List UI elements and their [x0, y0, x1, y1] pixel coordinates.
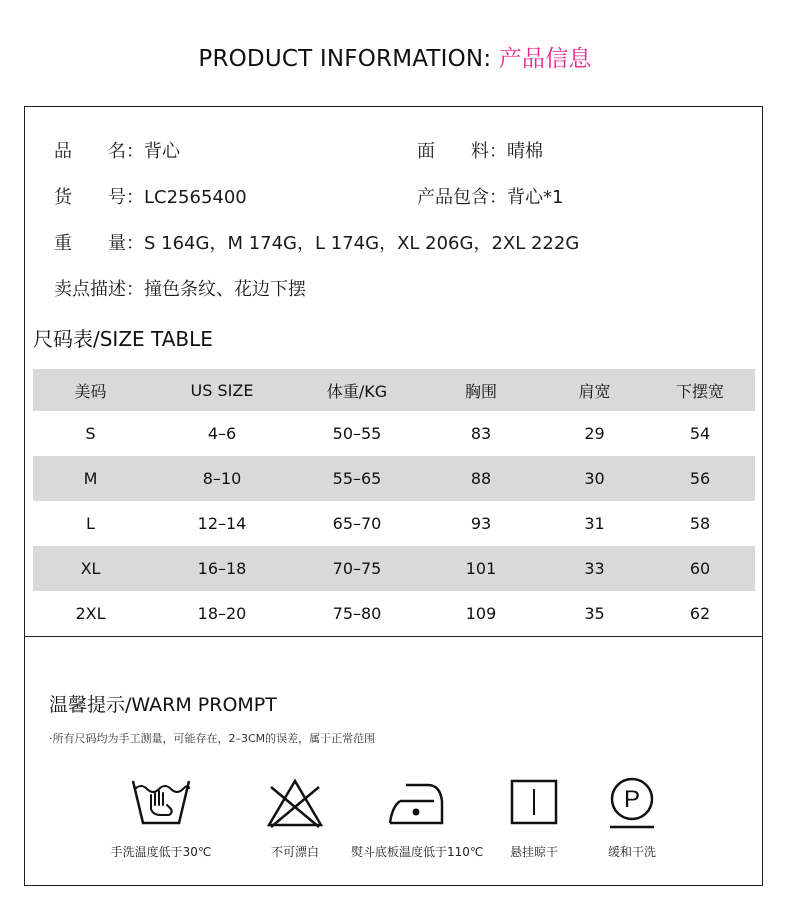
size-table-header: US SIZE: [190, 380, 254, 400]
table-cell: 83: [470, 424, 492, 443]
table-cell: 109: [465, 604, 497, 623]
no-bleach-icon: [263, 775, 327, 831]
info-feature-value: 撞色条纹、花边下摆: [144, 279, 306, 300]
dry-clean-icon: [600, 775, 664, 831]
product-info-panel: [24, 106, 763, 886]
table-cell: 29: [584, 424, 605, 443]
info-name-value: 背心: [144, 141, 180, 162]
table-cell: 62: [689, 604, 711, 623]
size-table-heading: 尺码表/SIZE TABLE: [33, 327, 213, 351]
table-row: [33, 591, 755, 636]
table-row: [33, 456, 755, 501]
info-weight: [54, 229, 579, 255]
table-cell: 70–75: [332, 559, 382, 578]
table-cell: 18–20: [197, 604, 247, 623]
table-cell: 65–70: [332, 514, 382, 533]
info-name: [54, 137, 180, 163]
care-item-hand-wash: [96, 775, 226, 859]
table-cell: 101: [465, 559, 497, 578]
table-cell: 56: [689, 469, 711, 488]
table-cell: 16–18: [197, 559, 247, 578]
info-code-value: LC2565400: [144, 187, 247, 208]
table-cell: 55–65: [332, 469, 382, 488]
table-cell: 2XL: [75, 604, 106, 623]
warm-prompt-heading: 温馨提示/WARM PROMPT: [49, 694, 277, 716]
table-cell: 33: [584, 559, 605, 578]
table-cell: 31: [584, 514, 605, 533]
care-label: 悬挂晾干: [509, 845, 558, 859]
table-cell: 50–55: [332, 424, 382, 443]
care-item-iron: [351, 775, 484, 859]
title-main: PRODUCT INFORMATION:: [198, 46, 492, 72]
info-code: [54, 183, 247, 209]
table-cell: 58: [689, 514, 711, 533]
info-fabric-value: 晴棉: [507, 141, 543, 162]
info-name-label: 品 名：: [54, 141, 144, 162]
table-cell: 88: [470, 469, 492, 488]
size-table-header-row: [33, 369, 755, 411]
page-title: [0, 40, 790, 73]
table-cell: XL: [80, 559, 101, 578]
info-weight-label: 重 量：: [54, 233, 144, 254]
table-cell: 93: [470, 514, 492, 533]
svg-text:P: P: [623, 786, 641, 813]
table-cell: 35: [584, 604, 605, 623]
table-cell: 75–80: [332, 604, 382, 623]
warm-prompt-note: ·所有尺码均为手工测量，可能存在，2–3CM的误差，属于正常范围: [49, 732, 376, 745]
care-item-no-bleach: [230, 775, 360, 859]
table-cell: 30: [584, 469, 605, 488]
care-label: 缓和干洗: [607, 845, 656, 859]
info-includes-value: 背心*1: [507, 187, 564, 208]
table-row: [33, 411, 755, 456]
care-label: 手洗温度低于30℃: [110, 845, 212, 859]
table-row: [33, 501, 755, 546]
info-feature-label: 卖点描述：: [54, 279, 144, 300]
table-cell: S: [85, 424, 96, 443]
section-divider: [25, 636, 762, 637]
size-table: [33, 369, 755, 636]
care-item-dry-clean: [567, 775, 697, 859]
table-cell: 4–6: [207, 424, 237, 443]
table-cell: M: [83, 469, 98, 488]
info-weight-value: S 164G，M 174G，L 174G，XL 206G，2XL 222G: [144, 233, 580, 254]
table-cell: L: [86, 514, 95, 533]
iron-icon: [384, 775, 448, 831]
table-cell: 8–10: [202, 469, 242, 488]
size-table-header: 体重/KG: [326, 381, 388, 401]
info-fabric: [417, 137, 543, 163]
care-label: 熨斗底板温度低于110℃: [351, 845, 484, 859]
table-cell: 60: [689, 559, 711, 578]
hand-wash-icon: [129, 775, 193, 831]
size-table-header: 美码: [74, 381, 107, 401]
table-cell: 12–14: [197, 514, 247, 533]
size-table-header: 肩宽: [578, 381, 611, 401]
info-feature: [54, 275, 306, 301]
info-includes: [417, 183, 563, 209]
size-table-header: 下摆宽: [675, 381, 724, 401]
care-label: 不可漂白: [270, 845, 319, 859]
line-dry-icon: [502, 775, 566, 831]
size-table-header: 胸围: [464, 381, 497, 401]
title-accent: 产品信息: [498, 46, 592, 72]
info-includes-label: 产品包含：: [417, 187, 507, 208]
info-code-label: 货 号：: [54, 187, 144, 208]
table-row: [33, 546, 755, 591]
info-fabric-label: 面 料：: [417, 141, 507, 162]
table-cell: 54: [689, 424, 711, 443]
